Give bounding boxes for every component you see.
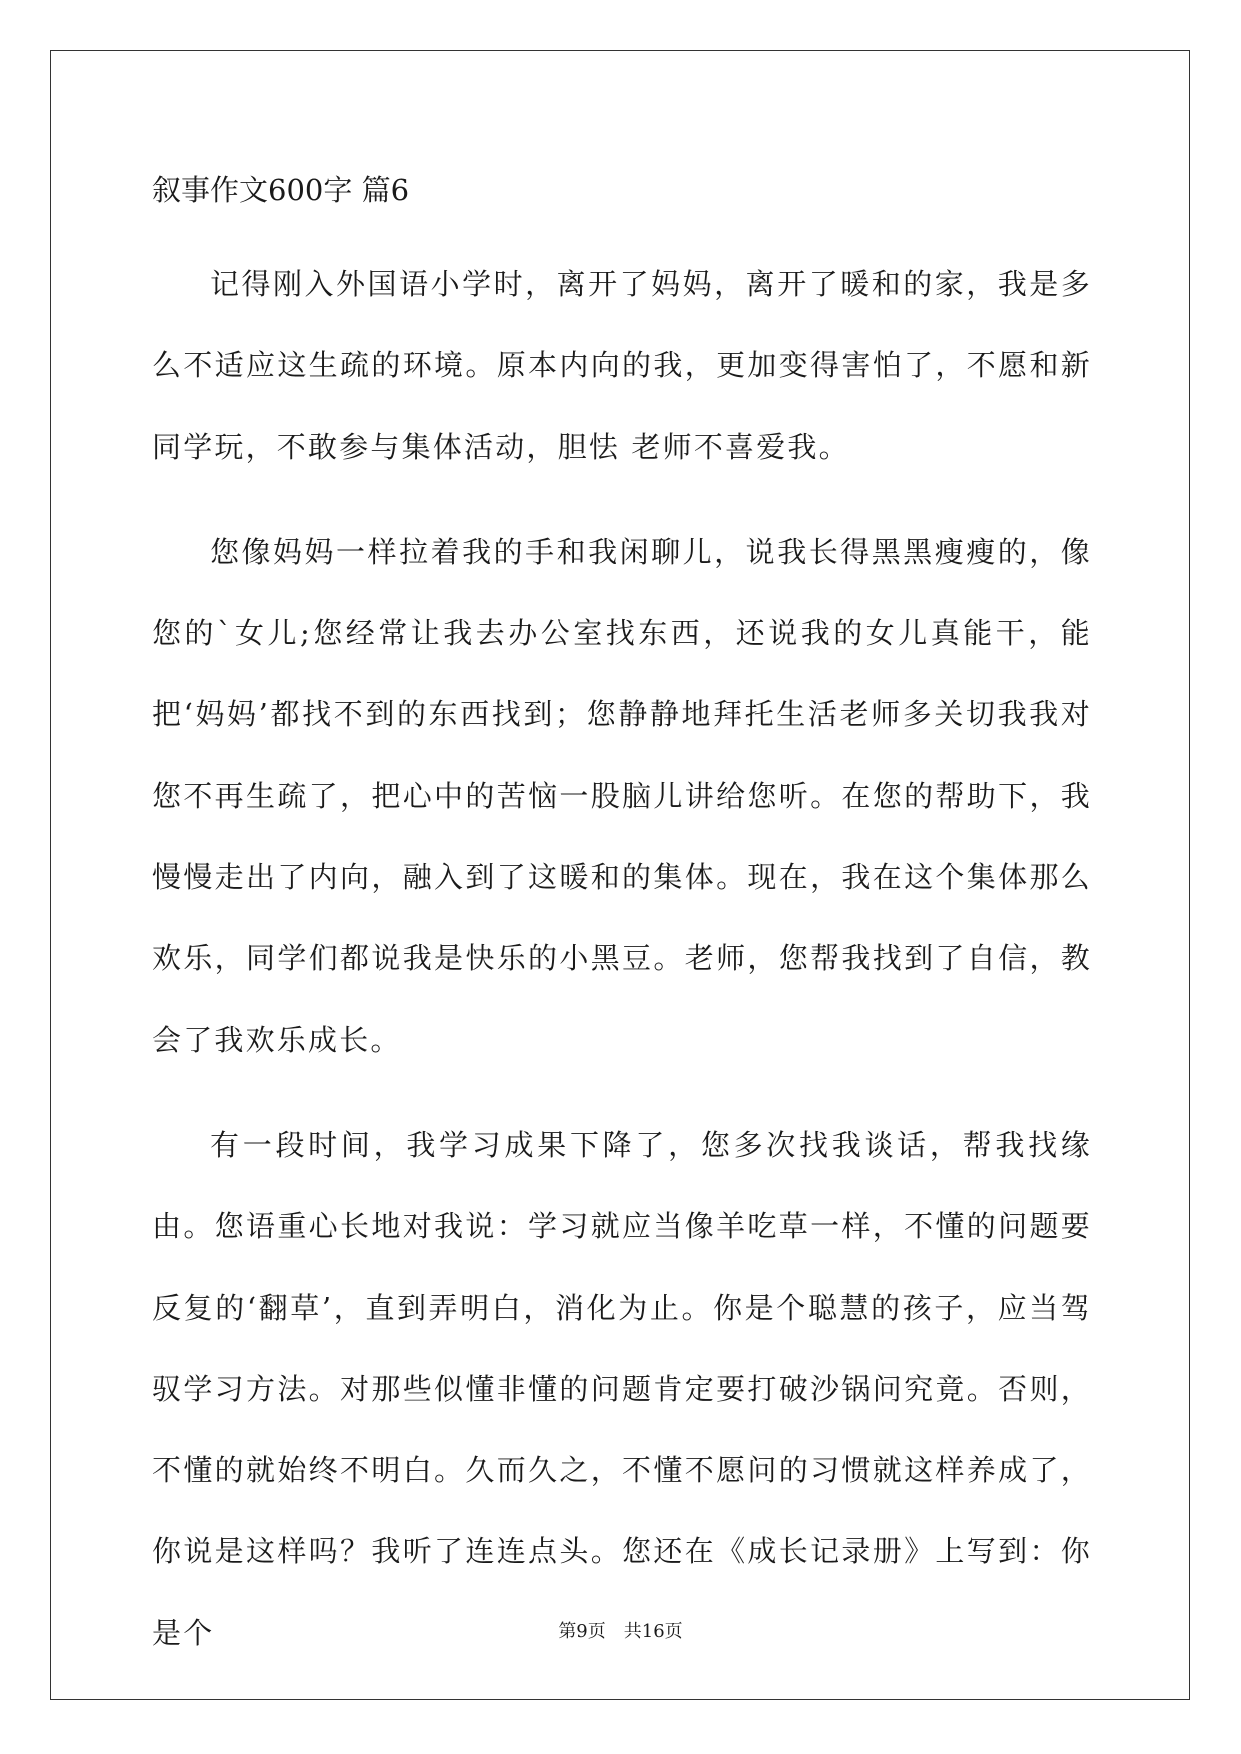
page-number-total: 共16页	[623, 1621, 683, 1642]
document-title: 叙事作文600字 篇6	[152, 173, 410, 207]
paragraph-2: 您像妈妈一样拉着我的手和我闲聊儿，说我长得黑黑瘦瘦的，像您的`女儿;您经常让我去办公室找东西，还说我的女儿真能干，能把‘妈妈’都找不到的东西找到；您静静地拜托生活老师多关切我我对您不再生疏了，把心中的苦恼一股脑儿讲给您听。在您的帮助下，我慢慢走出了内向，融入到了这暖和的集体。现在，我在这个集体那么欢乐，同学们都说我是快乐的小黑豆。老师，您帮我找到了自信，教会了我欢乐成长。	[152, 534, 1092, 1057]
paragraph-1: 记得刚入外国语小学时，离开了妈妈，离开了暖和的家，我是多么不适应这生疏的环境。原本内向的我，更加变得害怕了，不愿和新同学玩，不敢参与集体活动，胆怯 老师不喜爱我。	[152, 267, 1092, 464]
paragraph-3: 有一段时间，我学习成果下降了，您多次找我谈话，帮我找缘由。您语重心长地对我说：学习就应当像羊吃草一样，不懂的问题要反复的‘翻草’，直到弄明白，消化为止。你是个聪慧的孩子，应当驾驭学习方法。对那些似懂非懂的问题肯定要打破沙锅问究竟。否则，不懂的就始终不明白。久而久之，不懂不愿问的习惯就这样养成了，你说是这样吗？我听了连连点头。您还在《成长记录册》上写到：你是个	[152, 1127, 1092, 1650]
page-number-current: 第9页	[558, 1621, 606, 1642]
page-footer	[0, 1620, 1241, 1644]
